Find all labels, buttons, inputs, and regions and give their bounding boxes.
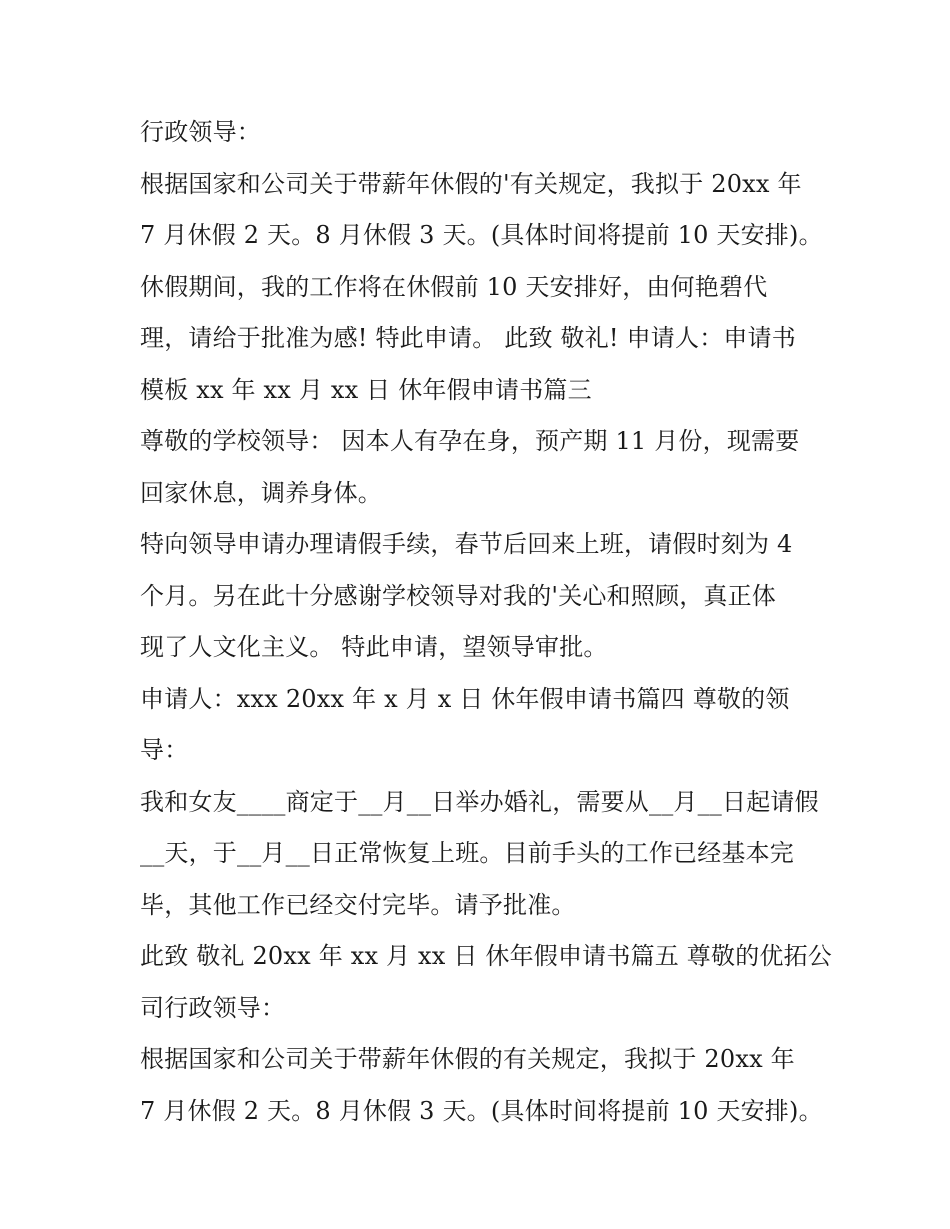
text-line: 根据国家和公司关于带薪年休假的'有关规定，我拟于 20xx 年	[140, 169, 802, 198]
text-line: 个月。另在此十分感谢学校领导对我的'关心和照顾，真正体	[140, 581, 776, 610]
text-line: 现了人文化主义。 特此申请，望领导审批。	[140, 633, 608, 661]
text-line: 休假期间，我的工作将在休假前 10 天安排好，由何艳碧代	[140, 272, 768, 301]
text-line: 毕，其他工作已经交付完毕。请予批准。	[140, 890, 576, 919]
document-body	[140, 107, 833, 1137]
text-line: 7 月休假 2 天。8 月休假 3 天。(具体时间将提前 10 天安排)。	[140, 221, 823, 249]
text-line: 模板 xx 年 xx 月 xx 日 休年假申请书篇三	[140, 375, 592, 404]
text-line: 尊敬的学校领导： 因本人有孕在身，预产期 11 月份，现需要	[140, 427, 800, 455]
text-line: 理，请给于批准为感! 特此申请。 此致 敬礼! 申请人：申请书	[140, 324, 797, 352]
text-line: 申请人：xxx 20xx 年 x 月 x 日 休年假申请书篇四 尊敬的领	[140, 684, 790, 713]
text-line: 导：	[140, 736, 189, 764]
text-line: 行政领导：	[140, 118, 261, 146]
text-line: 回家休息，调养身体。	[140, 478, 382, 507]
text-line: 根据国家和公司关于带薪年休假的有关规定，我拟于 20xx 年	[140, 1045, 795, 1073]
text-line: 7 月休假 2 天。8 月休假 3 天。(具体时间将提前 10 天安排)。	[140, 1096, 823, 1125]
text-line: 此致 敬礼 20xx 年 xx 月 xx 日 休年假申请书篇五 尊敬的优拓公	[140, 942, 833, 970]
text-line: 特向领导申请办理请假手续，春节后回来上班，请假时刻为 4	[140, 530, 793, 558]
text-line: 我和女友____商定于__月__日举办婚礼，需要从__月__日起请假	[140, 787, 819, 816]
text-line: __天，于__月__日正常恢复上班。目前手头的工作已经基本完	[140, 839, 794, 867]
text-line: 司行政领导：	[140, 993, 286, 1022]
